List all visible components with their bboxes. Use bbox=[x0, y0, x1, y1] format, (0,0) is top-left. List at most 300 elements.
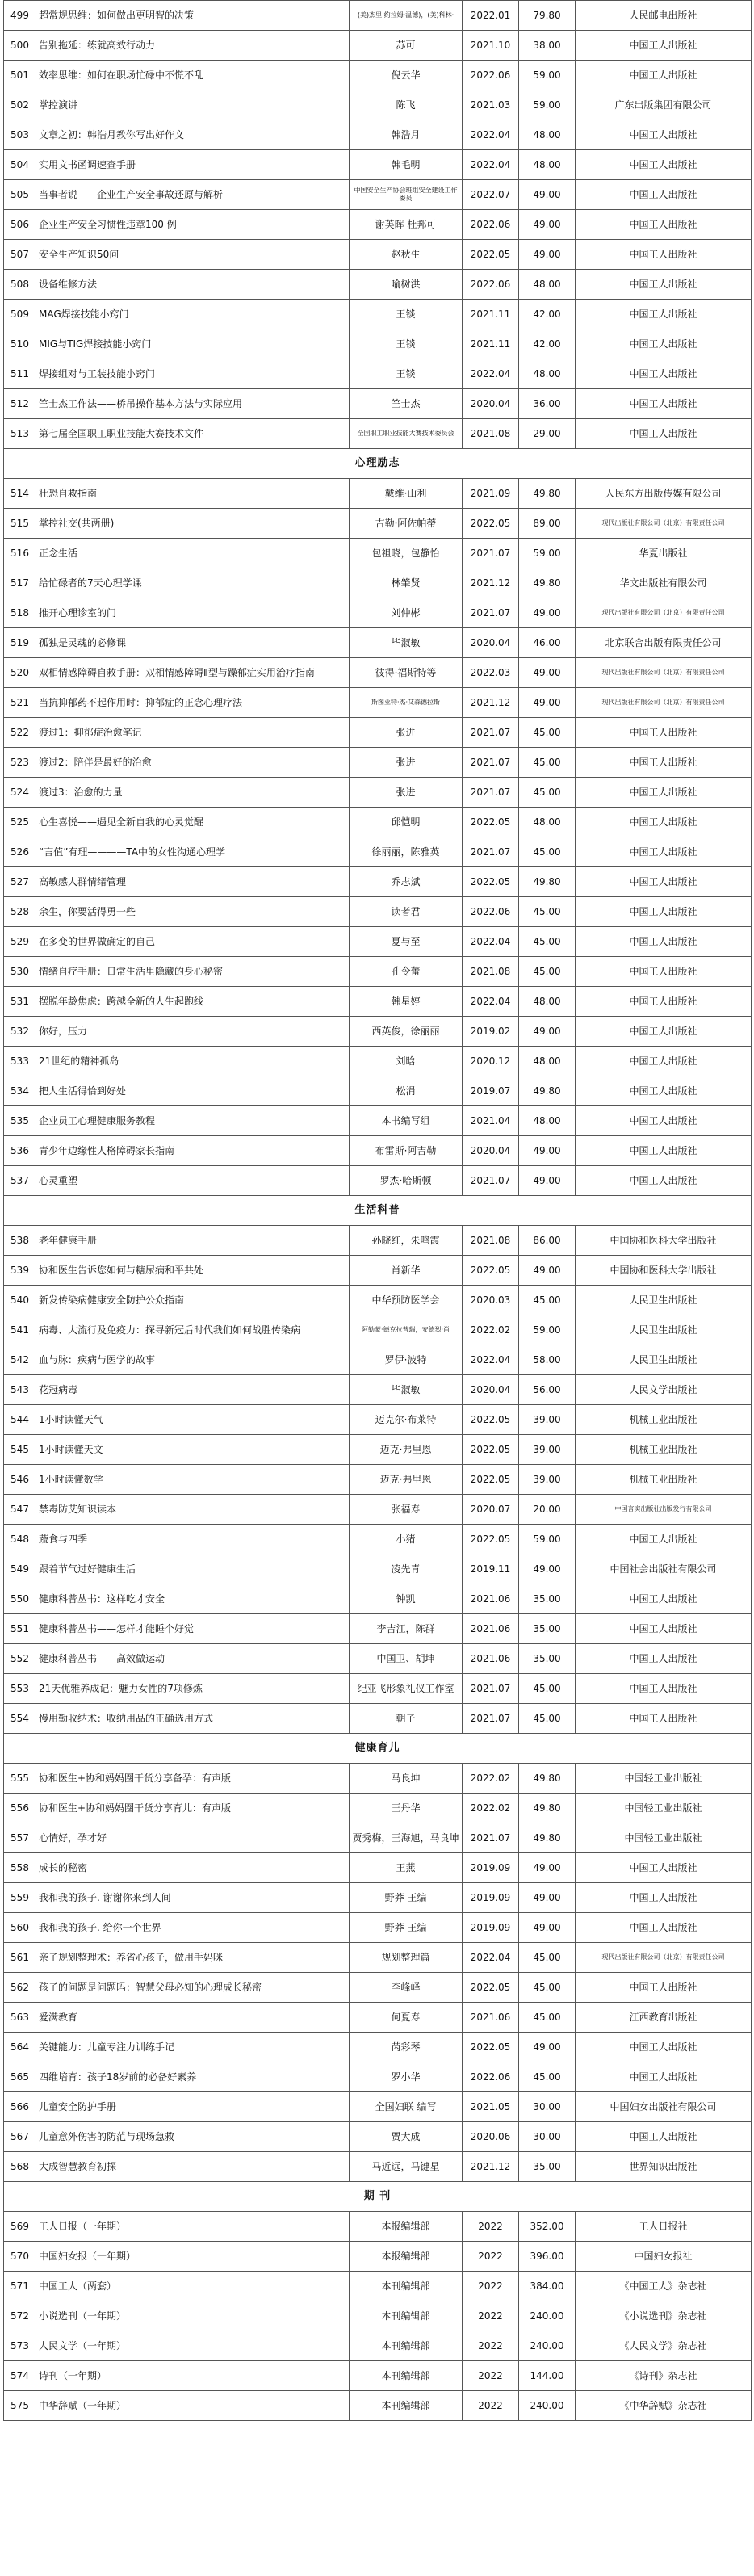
book-author: 朝子 bbox=[350, 1704, 463, 1734]
publisher: 机械工业出版社 bbox=[576, 1435, 752, 1465]
book-price: 45.00 bbox=[519, 748, 576, 778]
row-number: 543 bbox=[4, 1375, 36, 1405]
row-number: 532 bbox=[4, 1017, 36, 1047]
book-price: 48.00 bbox=[519, 987, 576, 1017]
book-title: 给忙碌者的7天心理学课 bbox=[36, 568, 350, 598]
book-title: 心灵重塑 bbox=[36, 1166, 350, 1196]
publisher: 中国工人出版社 bbox=[576, 2033, 752, 2062]
section-title: 健康育儿 bbox=[4, 1734, 752, 1764]
book-title: 21天优雅养成记：魅力女性的7项修炼 bbox=[36, 1674, 350, 1704]
publisher: 中国工人出版社 bbox=[576, 1644, 752, 1674]
book-title: 竺士杰工作法——桥吊操作基本方法与实际应用 bbox=[36, 389, 350, 419]
book-title: 禁毒防艾知识读本 bbox=[36, 1495, 350, 1525]
book-price: 240.00 bbox=[519, 2391, 576, 2421]
publisher: 中国轻工业出版社 bbox=[576, 1764, 752, 1794]
table-row bbox=[4, 359, 752, 389]
book-price: 59.00 bbox=[519, 61, 576, 90]
book-author: 王锬 bbox=[350, 329, 463, 359]
publisher: 人民东方出版传媒有限公司 bbox=[576, 479, 752, 509]
table-row bbox=[4, 1644, 752, 1674]
publish-date: 2022 bbox=[463, 2361, 519, 2391]
publisher: 现代出版社有限公司（北京）有限责任公司 bbox=[576, 658, 752, 688]
table-row bbox=[4, 2212, 752, 2242]
publisher: 华文出版社有限公司 bbox=[576, 568, 752, 598]
publisher: 中国工人出版社 bbox=[576, 808, 752, 837]
row-number: 512 bbox=[4, 389, 36, 419]
publisher: 中国社会出版社有限公司 bbox=[576, 1554, 752, 1584]
table-row bbox=[4, 837, 752, 867]
publisher: 现代出版社有限公司（北京）有限责任公司 bbox=[576, 509, 752, 539]
book-price: 59.00 bbox=[519, 1525, 576, 1554]
row-number: 514 bbox=[4, 479, 36, 509]
publish-date: 2022.04 bbox=[463, 359, 519, 389]
book-price: 49.00 bbox=[519, 2033, 576, 2062]
row-number: 513 bbox=[4, 419, 36, 449]
book-title: MIG与TIG焊接技能小窍门 bbox=[36, 329, 350, 359]
book-title: 老年健康手册 bbox=[36, 1226, 350, 1256]
publish-date: 2022.02 bbox=[463, 1764, 519, 1794]
row-number: 522 bbox=[4, 718, 36, 748]
publish-date: 2021.11 bbox=[463, 329, 519, 359]
publish-date: 2022 bbox=[463, 2242, 519, 2272]
book-title: 四维培育：孩子18岁前的必备好素养 bbox=[36, 2062, 350, 2092]
publisher: 中国工人出版社 bbox=[576, 1704, 752, 1734]
row-number: 524 bbox=[4, 778, 36, 808]
book-price: 49.80 bbox=[519, 867, 576, 897]
publish-date: 2022.06 bbox=[463, 270, 519, 300]
row-number: 508 bbox=[4, 270, 36, 300]
book-price: 39.00 bbox=[519, 1465, 576, 1495]
publisher: 中国工人出版社 bbox=[576, 120, 752, 150]
book-price: 89.00 bbox=[519, 509, 576, 539]
row-number: 559 bbox=[4, 1883, 36, 1913]
book-author: 野莽 王编 bbox=[350, 1883, 463, 1913]
row-number: 570 bbox=[4, 2242, 36, 2272]
publish-date: 2021.11 bbox=[463, 300, 519, 329]
table-row bbox=[4, 1674, 752, 1704]
book-price: 45.00 bbox=[519, 1704, 576, 1734]
row-number: 523 bbox=[4, 748, 36, 778]
table-row bbox=[4, 1525, 752, 1554]
book-price: 49.80 bbox=[519, 479, 576, 509]
book-price: 36.00 bbox=[519, 389, 576, 419]
book-price: 396.00 bbox=[519, 2242, 576, 2272]
publish-date: 2019.09 bbox=[463, 1913, 519, 1943]
book-title: MAG焊接技能小窍门 bbox=[36, 300, 350, 329]
publisher: 中国工人出版社 bbox=[576, 718, 752, 748]
book-price: 49.00 bbox=[519, 1853, 576, 1883]
book-author: 倪云华 bbox=[350, 61, 463, 90]
row-number: 566 bbox=[4, 2092, 36, 2122]
book-price: 48.00 bbox=[519, 359, 576, 389]
book-author: 罗伊·波特 bbox=[350, 1345, 463, 1375]
book-author: 马近远，马键星 bbox=[350, 2152, 463, 2182]
publish-date: 2022.05 bbox=[463, 2033, 519, 2062]
publish-date: 2022.04 bbox=[463, 150, 519, 180]
row-number: 518 bbox=[4, 598, 36, 628]
publisher: 中国工人出版社 bbox=[576, 1853, 752, 1883]
publish-date: 2020.03 bbox=[463, 1286, 519, 1315]
publisher: 中国工人出版社 bbox=[576, 867, 752, 897]
book-title: 企业生产安全习惯性违章100 例 bbox=[36, 210, 350, 240]
book-price: 29.00 bbox=[519, 419, 576, 449]
publisher: 《诗刊》杂志社 bbox=[576, 2361, 752, 2391]
table-row bbox=[4, 2242, 752, 2272]
publisher: 中国工人出版社 bbox=[576, 957, 752, 987]
book-author: 李峰峄 bbox=[350, 1973, 463, 2003]
publisher: 中国工人出版社 bbox=[576, 2122, 752, 2152]
book-price: 45.00 bbox=[519, 1674, 576, 1704]
book-author: 吉勒·阿佐帕蒂 bbox=[350, 509, 463, 539]
book-price: 46.00 bbox=[519, 628, 576, 658]
row-number: 557 bbox=[4, 1823, 36, 1853]
table-row bbox=[4, 1764, 752, 1794]
publisher: 中国工人出版社 bbox=[576, 329, 752, 359]
book-price: 49.00 bbox=[519, 1883, 576, 1913]
publish-date: 2022 bbox=[463, 2212, 519, 2242]
table-row bbox=[4, 2062, 752, 2092]
row-number: 542 bbox=[4, 1345, 36, 1375]
table-row bbox=[4, 867, 752, 897]
book-title: 渡过1：抑郁症治愈笔记 bbox=[36, 718, 350, 748]
publish-date: 2021.07 bbox=[463, 1166, 519, 1196]
book-author: 芮彩琴 bbox=[350, 2033, 463, 2062]
row-number: 502 bbox=[4, 90, 36, 120]
row-number: 507 bbox=[4, 240, 36, 270]
publish-date: 2022.02 bbox=[463, 1794, 519, 1823]
book-title: 协和医生告诉您如何与糖尿病和平共处 bbox=[36, 1256, 350, 1286]
table-row bbox=[4, 2272, 752, 2301]
row-number: 534 bbox=[4, 1076, 36, 1106]
book-title: 协和医生+协和妈妈圈干货分享育儿：有声版 bbox=[36, 1794, 350, 1823]
book-author: 野莽 王编 bbox=[350, 1913, 463, 1943]
book-price: 45.00 bbox=[519, 957, 576, 987]
book-price: 58.00 bbox=[519, 1345, 576, 1375]
book-price: 59.00 bbox=[519, 1315, 576, 1345]
table-row bbox=[4, 1883, 752, 1913]
table-row bbox=[4, 1226, 752, 1256]
book-author: 迈克·弗里恩 bbox=[350, 1435, 463, 1465]
publish-date: 2020.04 bbox=[463, 1375, 519, 1405]
row-number: 565 bbox=[4, 2062, 36, 2092]
publisher: 中国工人出版社 bbox=[576, 1525, 752, 1554]
book-author: 钟凯 bbox=[350, 1584, 463, 1614]
publish-date: 2022.04 bbox=[463, 1943, 519, 1973]
book-price: 352.00 bbox=[519, 2212, 576, 2242]
publish-date: 2022 bbox=[463, 2301, 519, 2331]
table-row bbox=[4, 300, 752, 329]
row-number: 521 bbox=[4, 688, 36, 718]
row-number: 549 bbox=[4, 1554, 36, 1584]
book-price: 45.00 bbox=[519, 1943, 576, 1973]
publisher: 中国工人出版社 bbox=[576, 987, 752, 1017]
publish-date: 2021.07 bbox=[463, 539, 519, 568]
book-price: 144.00 bbox=[519, 2361, 576, 2391]
row-number: 568 bbox=[4, 2152, 36, 2182]
table-row bbox=[4, 2003, 752, 2033]
publish-date: 2021.07 bbox=[463, 1823, 519, 1853]
publisher: 中国工人出版社 bbox=[576, 61, 752, 90]
publish-date: 2021.06 bbox=[463, 2003, 519, 2033]
book-title: 设备维修方法 bbox=[36, 270, 350, 300]
row-number: 516 bbox=[4, 539, 36, 568]
publish-date: 2022.06 bbox=[463, 897, 519, 927]
book-price: 30.00 bbox=[519, 2122, 576, 2152]
publish-date: 2021.07 bbox=[463, 1704, 519, 1734]
publisher: 中国轻工业出版社 bbox=[576, 1823, 752, 1853]
publisher: 《小说选刊》杂志社 bbox=[576, 2301, 752, 2331]
book-price: 384.00 bbox=[519, 2272, 576, 2301]
table-row bbox=[4, 1136, 752, 1166]
publisher: 中国协和医科大学出版社 bbox=[576, 1226, 752, 1256]
book-title: 1小时读懂数学 bbox=[36, 1465, 350, 1495]
book-author: 毕淑敏 bbox=[350, 628, 463, 658]
book-author: 全国妇联 编写 bbox=[350, 2092, 463, 2122]
book-price: 79.80 bbox=[519, 1, 576, 31]
row-number: 554 bbox=[4, 1704, 36, 1734]
book-author: 邱恺明 bbox=[350, 808, 463, 837]
book-title: 亲子规划整理术：养省心孩子，做用手妈咪 bbox=[36, 1943, 350, 1973]
book-price: 35.00 bbox=[519, 1584, 576, 1614]
book-author: 韩星婷 bbox=[350, 987, 463, 1017]
publisher: 中国工人出版社 bbox=[576, 1076, 752, 1106]
table-row bbox=[4, 2122, 752, 2152]
book-price: 35.00 bbox=[519, 1644, 576, 1674]
book-author: 纪亚飞形象礼仪工作室 bbox=[350, 1674, 463, 1704]
book-author: 韩浩月 bbox=[350, 120, 463, 150]
book-price: 49.00 bbox=[519, 1136, 576, 1166]
table-row bbox=[4, 658, 752, 688]
publisher: 现代出版社有限公司（北京）有限责任公司 bbox=[576, 1943, 752, 1973]
book-price: 49.00 bbox=[519, 1554, 576, 1584]
book-price: 49.00 bbox=[519, 658, 576, 688]
section-header-row bbox=[4, 2182, 752, 2212]
publish-date: 2022.05 bbox=[463, 509, 519, 539]
book-price: 45.00 bbox=[519, 778, 576, 808]
book-title: 1小时读懂天文 bbox=[36, 1435, 350, 1465]
book-title: 实用文书函调速查手册 bbox=[36, 150, 350, 180]
publish-date: 2021.06 bbox=[463, 1644, 519, 1674]
book-title: 蔬食与四季 bbox=[36, 1525, 350, 1554]
publisher: 中国工人出版社 bbox=[576, 300, 752, 329]
book-list-table bbox=[3, 0, 752, 2421]
table-row bbox=[4, 1435, 752, 1465]
publish-date: 2021.06 bbox=[463, 1614, 519, 1644]
book-author: 张进 bbox=[350, 778, 463, 808]
table-row bbox=[4, 1823, 752, 1853]
publish-date: 2022.05 bbox=[463, 1525, 519, 1554]
row-number: 563 bbox=[4, 2003, 36, 2033]
row-number: 510 bbox=[4, 329, 36, 359]
book-price: 240.00 bbox=[519, 2301, 576, 2331]
row-number: 540 bbox=[4, 1286, 36, 1315]
row-number: 538 bbox=[4, 1226, 36, 1256]
publish-date: 2022.05 bbox=[463, 240, 519, 270]
publish-date: 2020.06 bbox=[463, 2122, 519, 2152]
publisher: 《中国工人》杂志社 bbox=[576, 2272, 752, 2301]
publish-date: 2021.08 bbox=[463, 957, 519, 987]
publisher: 中国工人出版社 bbox=[576, 1614, 752, 1644]
table-row bbox=[4, 628, 752, 658]
book-title: 诗刊（一年期） bbox=[36, 2361, 350, 2391]
book-author: 乔志斌 bbox=[350, 867, 463, 897]
book-author: 西英俊，徐丽丽 bbox=[350, 1017, 463, 1047]
book-title: 掌控演讲 bbox=[36, 90, 350, 120]
publish-date: 2022 bbox=[463, 2272, 519, 2301]
row-number: 499 bbox=[4, 1, 36, 31]
book-author: 读者君 bbox=[350, 897, 463, 927]
table-row bbox=[4, 987, 752, 1017]
publisher: 中国协和医科大学出版社 bbox=[576, 1256, 752, 1286]
book-author: (美)杰里·约拉姆·温德)，(美)科林· bbox=[350, 1, 463, 31]
book-title: 高敏感人群情绪管理 bbox=[36, 867, 350, 897]
table-row bbox=[4, 1584, 752, 1614]
table-row bbox=[4, 2152, 752, 2182]
publisher: 人民文学出版社 bbox=[576, 1375, 752, 1405]
publisher: 中国工人出版社 bbox=[576, 897, 752, 927]
publish-date: 2021.07 bbox=[463, 598, 519, 628]
book-title: 安全生产知识50问 bbox=[36, 240, 350, 270]
book-price: 49.00 bbox=[519, 240, 576, 270]
book-title: 掌控社交(共两册) bbox=[36, 509, 350, 539]
book-author: 王燕 bbox=[350, 1853, 463, 1883]
table-row bbox=[4, 598, 752, 628]
book-title: 花冠病毒 bbox=[36, 1375, 350, 1405]
publisher: 机械工业出版社 bbox=[576, 1405, 752, 1435]
book-author: 本刊编辑部 bbox=[350, 2391, 463, 2421]
section-header-row bbox=[4, 1196, 752, 1226]
table-row bbox=[4, 270, 752, 300]
row-number: 531 bbox=[4, 987, 36, 1017]
publisher: 中国工人出版社 bbox=[576, 1136, 752, 1166]
publisher: 华夏出版社 bbox=[576, 539, 752, 568]
book-title: 效率思维：如何在职场忙碌中不慌不乱 bbox=[36, 61, 350, 90]
row-number: 520 bbox=[4, 658, 36, 688]
book-author: 张进 bbox=[350, 718, 463, 748]
table-row bbox=[4, 61, 752, 90]
table-row bbox=[4, 1794, 752, 1823]
publisher: 江西教育出版社 bbox=[576, 2003, 752, 2033]
table-row bbox=[4, 1166, 752, 1196]
table-row bbox=[4, 509, 752, 539]
book-title: 余生，你要活得勇一些 bbox=[36, 897, 350, 927]
book-title: 儿童安全防护手册 bbox=[36, 2092, 350, 2122]
row-number: 548 bbox=[4, 1525, 36, 1554]
book-price: 38.00 bbox=[519, 31, 576, 61]
publish-date: 2022.04 bbox=[463, 987, 519, 1017]
table-row bbox=[4, 2033, 752, 2062]
book-author: 本报编辑部 bbox=[350, 2242, 463, 2272]
publisher: 中国工人出版社 bbox=[576, 419, 752, 449]
publisher: 中国工人出版社 bbox=[576, 927, 752, 957]
book-author: 喻树洪 bbox=[350, 270, 463, 300]
publish-date: 2022.06 bbox=[463, 2062, 519, 2092]
section-header-row bbox=[4, 449, 752, 479]
book-author: 本刊编辑部 bbox=[350, 2361, 463, 2391]
publish-date: 2021.07 bbox=[463, 1674, 519, 1704]
row-number: 569 bbox=[4, 2212, 36, 2242]
book-price: 49.00 bbox=[519, 1166, 576, 1196]
book-title: 渡过3：治愈的力量 bbox=[36, 778, 350, 808]
table-row bbox=[4, 329, 752, 359]
book-author: 林肇贤 bbox=[350, 568, 463, 598]
book-author: 赵秋生 bbox=[350, 240, 463, 270]
book-title: 爱满教育 bbox=[36, 2003, 350, 2033]
publish-date: 2021.10 bbox=[463, 31, 519, 61]
book-title: 心生喜悦——遇见全新自我的心灵觉醒 bbox=[36, 808, 350, 837]
publisher: 《人民文学》杂志社 bbox=[576, 2331, 752, 2361]
publish-date: 2022.05 bbox=[463, 1435, 519, 1465]
book-price: 48.00 bbox=[519, 150, 576, 180]
table-row bbox=[4, 120, 752, 150]
book-author: 小猪 bbox=[350, 1525, 463, 1554]
book-author: 本报编辑部 bbox=[350, 2212, 463, 2242]
table-row bbox=[4, 1286, 752, 1315]
book-price: 240.00 bbox=[519, 2331, 576, 2361]
publisher: 人民卫生出版社 bbox=[576, 1315, 752, 1345]
row-number: 541 bbox=[4, 1315, 36, 1345]
publish-date: 2021.08 bbox=[463, 1226, 519, 1256]
book-author: 竺士杰 bbox=[350, 389, 463, 419]
book-price: 45.00 bbox=[519, 837, 576, 867]
book-title: 焊接组对与工装技能小窍门 bbox=[36, 359, 350, 389]
book-author: 苏可 bbox=[350, 31, 463, 61]
book-price: 45.00 bbox=[519, 1286, 576, 1315]
publish-date: 2021.09 bbox=[463, 479, 519, 509]
row-number: 560 bbox=[4, 1913, 36, 1943]
table-row bbox=[4, 1315, 752, 1345]
book-title: 1小时读懂天气 bbox=[36, 1405, 350, 1435]
row-number: 537 bbox=[4, 1166, 36, 1196]
row-number: 535 bbox=[4, 1106, 36, 1136]
publisher: 中国工人出版社 bbox=[576, 778, 752, 808]
book-title: 第七届全国职工职业技能大赛技术文件 bbox=[36, 419, 350, 449]
book-price: 49.00 bbox=[519, 598, 576, 628]
book-title: 儿童意外伤害的防范与现场急救 bbox=[36, 2122, 350, 2152]
table-row bbox=[4, 808, 752, 837]
publish-date: 2022 bbox=[463, 2331, 519, 2361]
table-row bbox=[4, 2301, 752, 2331]
book-title: 关键能力：儿童专注力训练手记 bbox=[36, 2033, 350, 2062]
book-title: 我和我的孩子. 给你一个世界 bbox=[36, 1913, 350, 1943]
book-title: “言值”有理————TA中的女性沟通心理学 bbox=[36, 837, 350, 867]
book-title: 双相情感障碍自救手册：双相情感障碍Ⅱ型与躁郁症实用治疗指南 bbox=[36, 658, 350, 688]
publisher: 中国妇女报社 bbox=[576, 2242, 752, 2272]
row-number: 551 bbox=[4, 1614, 36, 1644]
table-row bbox=[4, 1405, 752, 1435]
row-number: 550 bbox=[4, 1584, 36, 1614]
table-row bbox=[4, 1076, 752, 1106]
row-number: 546 bbox=[4, 1465, 36, 1495]
book-author: 中国卫、胡坤 bbox=[350, 1644, 463, 1674]
publisher: 中国轻工业出版社 bbox=[576, 1794, 752, 1823]
row-number: 529 bbox=[4, 927, 36, 957]
book-author: 贾秀梅，王海旭，马良坤 bbox=[350, 1823, 463, 1853]
book-price: 20.00 bbox=[519, 1495, 576, 1525]
publish-date: 2022.05 bbox=[463, 1465, 519, 1495]
table-row bbox=[4, 1345, 752, 1375]
table-row bbox=[4, 1614, 752, 1644]
table-row bbox=[4, 2361, 752, 2391]
book-price: 39.00 bbox=[519, 1435, 576, 1465]
publisher: 世界知识出版社 bbox=[576, 2152, 752, 2182]
table-row bbox=[4, 1465, 752, 1495]
table-row bbox=[4, 688, 752, 718]
row-number: 558 bbox=[4, 1853, 36, 1883]
book-author: 罗杰·哈斯顿 bbox=[350, 1166, 463, 1196]
section-title: 心理励志 bbox=[4, 449, 752, 479]
book-title: 企业员工心理健康服务教程 bbox=[36, 1106, 350, 1136]
